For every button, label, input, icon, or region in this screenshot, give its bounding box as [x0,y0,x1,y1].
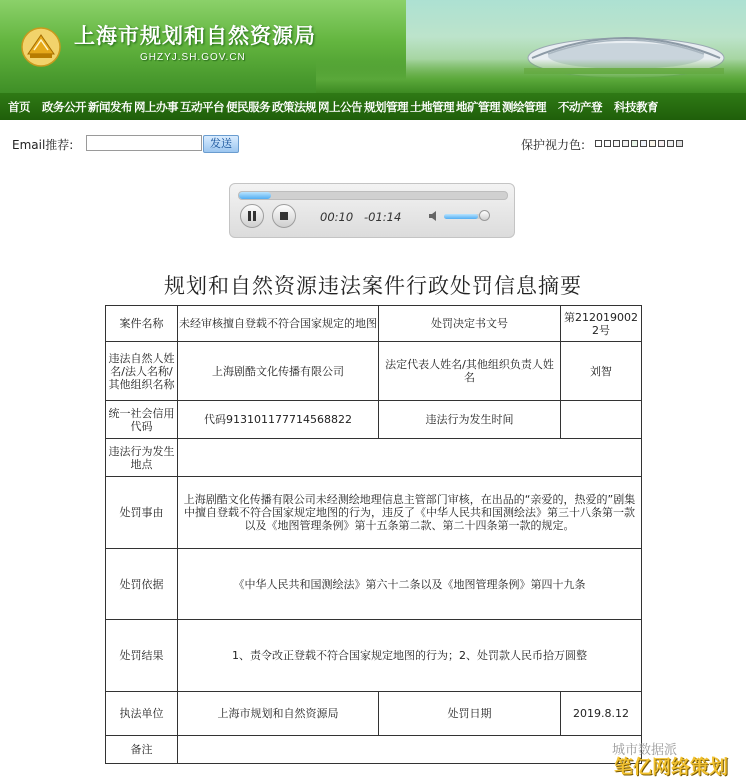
nav-item-planning[interactable]: 规划管理 [364,99,408,114]
nav-item-public-service[interactable]: 便民服务 [226,99,270,114]
email-label: Email推荐: [12,138,74,152]
table-row [106,439,642,477]
pause-button[interactable] [240,204,264,228]
site-domain: GHZYJ.SH.GOV.CN [140,52,246,63]
penalty-basis-label: 处罚依据 [106,549,178,620]
table-row [106,692,642,736]
nav-item-real-estate[interactable]: 不动产登 [558,99,602,114]
volume-knob[interactable] [479,210,490,221]
nav-item-survey[interactable]: 测绘管理 [502,99,546,114]
audio-player [229,183,515,238]
eye-care-swatch[interactable] [622,140,629,147]
nav-item-interaction[interactable]: 互动平台 [180,99,224,114]
table-row [106,549,642,620]
nav-item-land[interactable]: 土地管理 [410,99,454,114]
penalty-info-table [105,305,642,764]
eye-care-swatch[interactable] [667,140,674,147]
progress-fill [239,192,271,199]
credit-code-value: 代码91310117771456882​2 [178,401,379,439]
nav-item-notice[interactable]: 网上公告 [318,99,362,114]
party-value: 上海剧酷文化传播有限公司 [178,342,379,401]
eye-care-swatch[interactable] [631,140,638,147]
send-button[interactable]: 发送 [203,135,239,153]
nav-item-home[interactable]: 首页 [8,99,30,114]
stop-icon [273,205,295,227]
enforcement-unit-label: 执法单位 [106,692,178,736]
penalty-date-label: 处罚日期 [379,692,561,736]
table-row [106,620,642,692]
remaining-time: -01:14 [364,210,402,224]
eye-care-swatch[interactable] [595,140,602,147]
volume-track[interactable] [444,214,484,219]
eye-care-swatch[interactable] [658,140,665,147]
case-name-label: 案件名称 [106,306,178,342]
nav-item-science[interactable]: 科技教育 [614,99,658,114]
decision-no-value: 第2120190022号 [561,306,642,342]
document-title: 规划和自然资源违法案件行政处罚信息摘要 [164,274,582,298]
credit-code-label: 统一社会信用代码 [106,401,178,439]
penalty-basis-value: 《中华人民共和国测绘法》第六十二条以及《地图管理条例》第四十九条 [178,549,642,620]
violation-time-label: 违法行为发生时间 [379,401,561,439]
eye-care-swatch[interactable] [676,140,683,147]
violation-place-label: 违法行为发生地点 [106,439,178,477]
current-time: 00:10 [320,210,354,224]
eye-care-label: 保护视力色: [521,138,586,152]
eye-care-swatch[interactable] [604,140,611,147]
violation-time-value [561,401,642,439]
nav-item-online-service[interactable]: 网上办事 [134,99,178,114]
volume-fill [444,214,478,219]
email-input[interactable] [86,135,202,151]
eye-care-swatches [595,140,683,147]
remark-label: 备注 [106,736,178,764]
eye-care-swatch[interactable] [640,140,647,147]
eye-care-swatch[interactable] [649,140,656,147]
table-row [106,306,642,342]
header-banner [0,0,746,93]
party-label: 违法自然人姓名/法人名称/其他组织名称 [106,342,178,401]
progress-track[interactable] [238,191,508,200]
case-name-value: 未经审核擅自登载不符合国家规定的地图 [178,306,379,342]
table-row [106,401,642,439]
table-row [106,736,642,764]
table-row [106,477,642,549]
nav-item-mining[interactable]: 地矿管理 [456,99,500,114]
nav-item-news[interactable]: 新闻发布 [88,99,132,114]
site-title: 上海市规划和自然资源局 [74,23,316,48]
violation-place-value [178,439,642,477]
penalty-result-value: 1、责令改正登载不符合国家规定地图的行为；2、处罚款人民币拾万圆整 [178,620,642,692]
penalty-reason-value: 上海剧酷文化传播有限公司未经测绘地理信息主管部门审核，在出品的“亲爱的，热爱的”剧集中擅自登载不符合国家规定地图的行为，违反了《中华人民共和国测绘法》第三十八条第一款以及《地图管理条例》第十五条第二款、第二十四条第一款的规定。 [178,477,642,549]
penalty-result-label: 处罚结果 [106,620,178,692]
rep-label: 法定代表人姓名/其他组织负责人姓名 [379,342,561,401]
penalty-date-value: 2019.8.12 [561,692,642,736]
remark-value [178,736,642,764]
enforcement-unit-value: 上海市规划和自然资源局 [178,692,379,736]
rep-value: 刘智 [561,342,642,401]
decision-no-label: 处罚决定书文号 [379,306,561,342]
table-row [106,342,642,401]
tool-row [0,132,746,154]
banner-field [316,59,746,93]
volume-icon[interactable] [428,209,442,223]
bureau-logo-icon [20,26,62,68]
eye-care-swatch[interactable] [613,140,620,147]
watermark-bottom: 笔亿网络策划 [614,756,729,778]
watermark-top: 城市数据派 [612,743,678,758]
main-nav [0,93,746,120]
pause-icon [241,205,263,227]
stop-button[interactable] [272,204,296,228]
penalty-reason-label: 处罚事由 [106,477,178,549]
nav-item-policy[interactable]: 政策法规 [272,99,316,114]
nav-item-gov-affairs[interactable]: 政务公开 [42,99,86,114]
